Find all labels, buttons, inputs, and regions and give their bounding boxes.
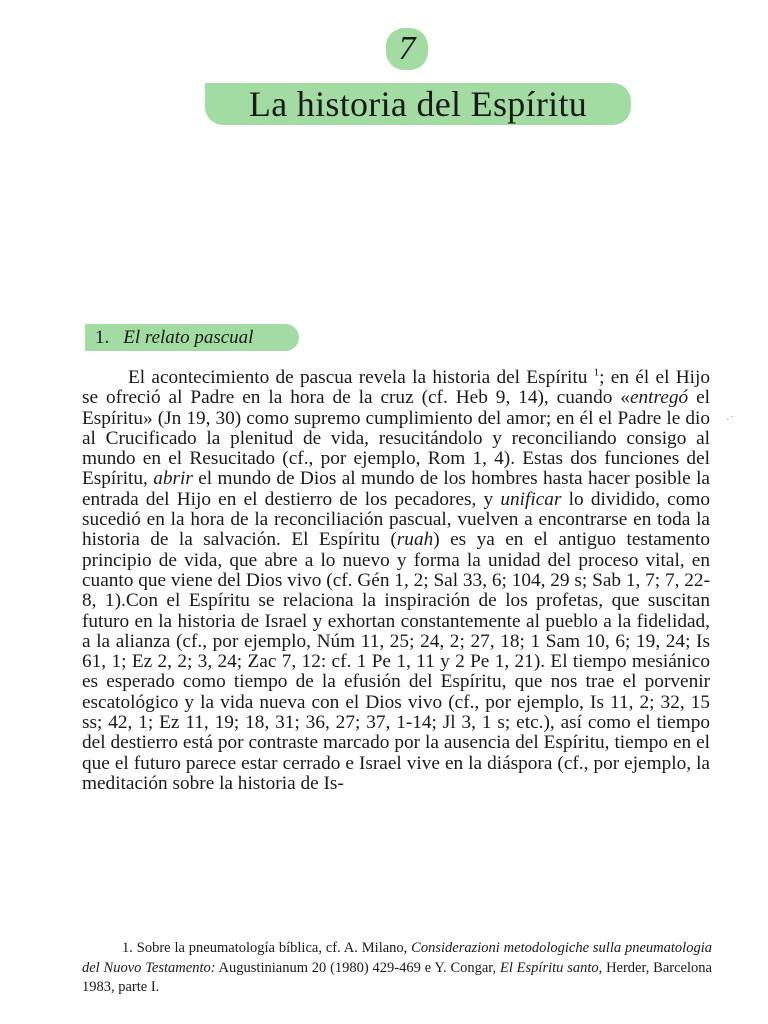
body-text-segment: El acontecimiento de pascua revela la historia del Espíritu xyxy=(128,367,594,388)
body-text-segment: el mundo de Dios al mundo de los hombres hasta hacer posible la entrada del Hijo en el destierro de los pecadores, y xyxy=(82,468,710,510)
footnote-book-title: El Espíritu santo, xyxy=(499,959,603,976)
emphasis-entrego: entregó xyxy=(629,387,689,409)
body-text-segment: lo dividido, como sucedió en la hora de la reconciliación pascual, vuelven a encontrarse en toda la historia de la salvación. El Espíritu ( xyxy=(82,488,710,551)
body-text-segment: ) es ya en el antiguo testamento principio de vida, que abre a lo nuevo y forma la unidad del proceso vital, en cuanto que viene del Dios vivo (cf. Gén 1, 2; Sal 33, 6; 104, 29 s; Sab 1, 7; 7, 22-8, 1).Con el Espíritu se relaciona la inspiración de los profetas, que suscitan futuro en la historia de Israel y exhortan constantemente al pueblo a la fidelidad, a la alianza (cf., por ejemplo, Núm 11, 25; 24, 2; 27, 18; 1 Sam 10, 6; 19, 24; Is 61, 1; Ez 2, 2; 3, 24; Zac 7, 12: cf. 1 Pe 1, 11 y 2 Pe 1, 21). El tiempo mesiánico es esperado como tiempo de la efusión del Espíritu, que nos trae el porvenir escatológico y la vida nueva con el Dios vivo (cf., por ejemplo, Is 11, 2; 32, 15 ss; 42, 1; Ez 11, 19; 18, 31; 36, 27; 37, 1-14; Jl 3, 1 s; etc.), así como el tiempo del destierro está por contraste marcado por la ausencia del Espíritu, tiempo en el que el futuro parece estar cerrado e Israel vive en la diáspora (cf., por ejemplo, la meditación sobre la historia de Is- xyxy=(82,529,710,794)
body-text-segment: el Espíritu» (Jn 19, 30) como supremo cumplimiento del amor; en él el Padre le dio al Crucificado la plenitud de vida, resucitándolo y reconciliando consigo al mundo en el Resucitado (cf., por ejemplo, Rom 1, 4). Estas dos funciones del Espíritu, xyxy=(82,387,710,490)
footnote-reference: 1 xyxy=(593,366,600,379)
footnote-text: Augustinianum 20 (1980) 429-469 e Y. Congar, xyxy=(215,959,500,976)
section-title: El relato pascual xyxy=(123,327,254,348)
emphasis-ruah: ruah xyxy=(396,529,434,551)
section-heading xyxy=(85,324,299,351)
margin-mark: · ̇ xyxy=(726,414,732,426)
chapter-title: La historia del Espíritu xyxy=(205,83,631,125)
emphasis-abrir: abrir xyxy=(153,468,193,490)
footnote-work-title: Considerazioni metodologiche sulla pneumatologia del Nuovo Testamento: xyxy=(82,940,712,976)
footnote-text: Herder, Barcelona 1983, parte I. xyxy=(82,959,712,995)
emphasis-unificar: unificar xyxy=(500,488,562,510)
section-number: 1. xyxy=(95,327,110,348)
body-paragraph xyxy=(82,368,710,794)
chapter-number: 7 xyxy=(386,28,428,70)
footnote xyxy=(82,939,712,998)
body-text-segment: ; en él el Hijo se ofreció al Padre en la hora de la cruz (cf. Heb 9, 14), cuando « xyxy=(82,367,710,409)
footnote-text: 1. Sobre la pneumatología bíblica, cf. A. Milano, xyxy=(122,940,412,956)
